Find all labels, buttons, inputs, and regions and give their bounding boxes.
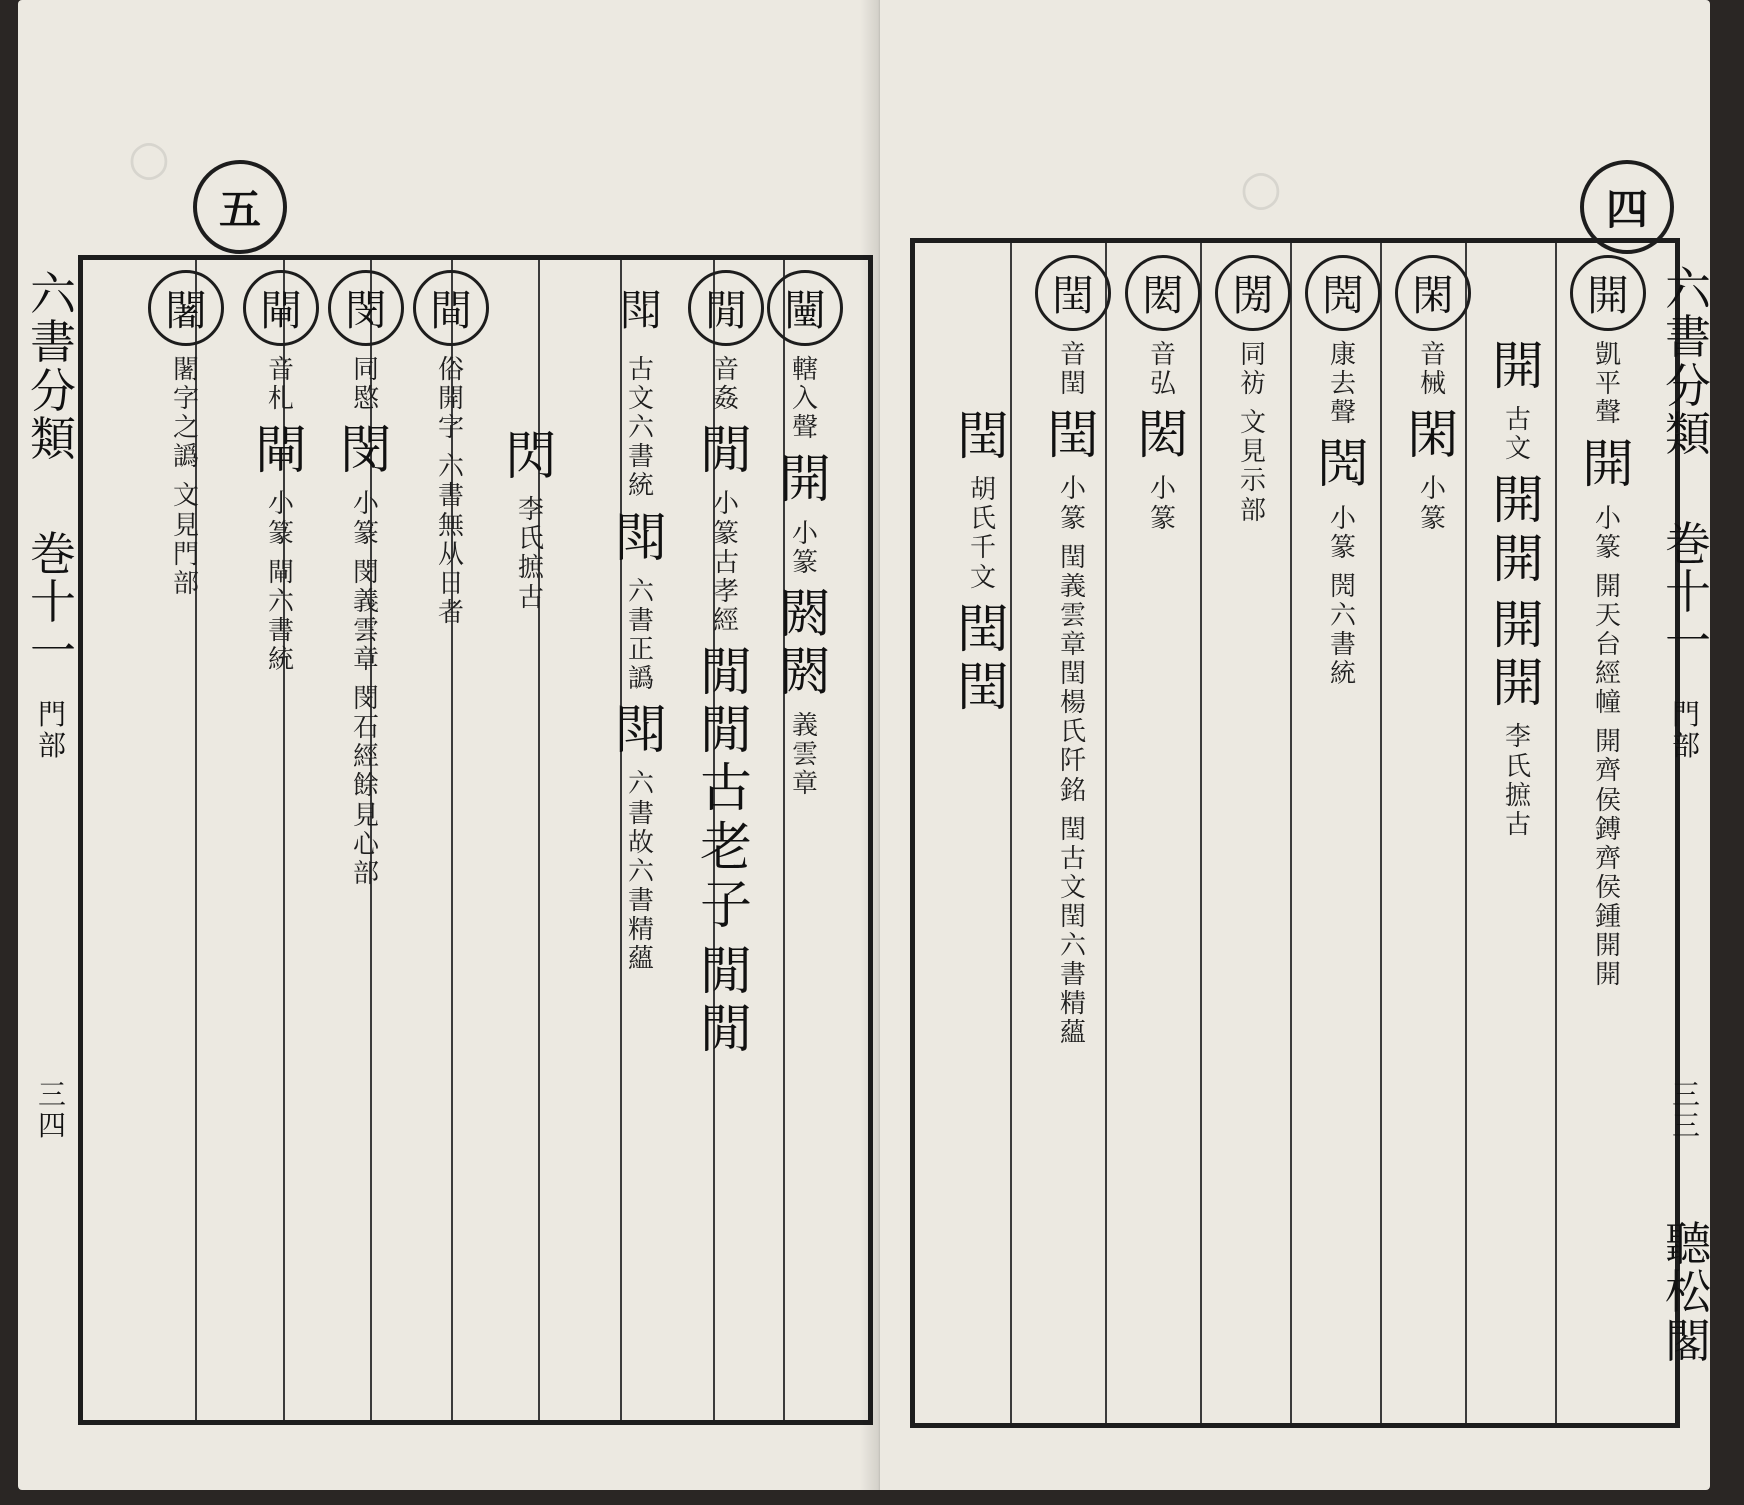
source-note: 胡氏千文 bbox=[969, 475, 996, 593]
entry-head-char: 閎 bbox=[1125, 255, 1201, 331]
margin-volume: 巻十一 bbox=[1665, 517, 1711, 668]
entry-head-char: 閔 bbox=[328, 270, 404, 346]
margin-publisher: 聽松閣 bbox=[1665, 1217, 1711, 1368]
seal-form: 開開 bbox=[1492, 595, 1545, 715]
source-note: 李氏摭古 bbox=[1504, 722, 1531, 840]
source-note: 閌 六書統 bbox=[1329, 571, 1356, 690]
source-note: 閔 義雲章 bbox=[352, 557, 379, 675]
source-note: 閏 古文 閏 六書精蘊 bbox=[1059, 814, 1086, 1049]
source-note: 李氏 摭古 bbox=[517, 495, 544, 613]
margin-title: 六書分類 bbox=[30, 267, 76, 466]
entry-column bbox=[683, 270, 769, 1060]
source-note: 六書正譌 bbox=[627, 576, 654, 695]
page-number: 五 bbox=[193, 160, 287, 254]
seal-form: 閏閏 bbox=[957, 599, 1010, 718]
source-note: 小篆 bbox=[1419, 474, 1446, 534]
seal-form: 閼閼 bbox=[779, 584, 832, 704]
entry-column bbox=[1030, 255, 1116, 1049]
source-note: 小篆 bbox=[791, 518, 818, 578]
page-number: 四 bbox=[1580, 160, 1674, 254]
source-note: 六書故 六書精蘊 bbox=[627, 769, 654, 975]
reading-note: 音械 bbox=[1419, 340, 1446, 400]
reading-note: 音閏 bbox=[1059, 340, 1086, 400]
reading-note: 音弘 bbox=[1149, 340, 1176, 400]
entry-head-char: 間 bbox=[413, 270, 489, 346]
seal-form: 閔 bbox=[340, 421, 393, 482]
bleed-through: ○ bbox=[1240, 160, 1282, 216]
source-note: 開 齊侯鎛 齊侯鍾 開開 bbox=[1594, 727, 1621, 991]
reading-note: 闍字之譌 bbox=[172, 355, 199, 473]
margin-title: 六書分類 bbox=[1665, 262, 1711, 461]
seal-form: 閒閒 bbox=[700, 942, 753, 1061]
entry-column bbox=[598, 270, 684, 974]
entry-column bbox=[408, 270, 494, 628]
entry-column bbox=[143, 270, 229, 599]
entry-column bbox=[762, 270, 848, 800]
entry-column bbox=[1565, 255, 1651, 990]
entry-column bbox=[238, 270, 324, 675]
seal-form: 開 bbox=[1492, 337, 1545, 397]
seal-form: 閑 bbox=[1407, 406, 1460, 467]
entry-column bbox=[1300, 255, 1386, 689]
source-note: 閏 義雲章 閏 楊氏阡銘 bbox=[1059, 542, 1086, 806]
margin-volume: 巻十一 bbox=[30, 527, 76, 678]
margin-folio: 三三 bbox=[1672, 1078, 1701, 1142]
reading-note: 音姦 bbox=[712, 355, 739, 415]
source-note: 閘 六書統 bbox=[267, 557, 294, 675]
entry-head-char: 閍 bbox=[1215, 255, 1291, 331]
right-page bbox=[880, 0, 1710, 1490]
entry-head-char: 闍 bbox=[148, 270, 224, 346]
source-note: 小篆 bbox=[1059, 474, 1086, 534]
margin-folio: 三四 bbox=[38, 1078, 67, 1142]
seal-form: 開 bbox=[1582, 435, 1635, 496]
commentary: 六書無从日者 bbox=[437, 452, 464, 628]
cross-reference: 文見示部 bbox=[1239, 408, 1266, 526]
seal-form: 閗 bbox=[615, 508, 668, 569]
reading-note: 音札 bbox=[267, 355, 294, 415]
seal-form: 開開 bbox=[1492, 471, 1545, 590]
margin-section: 門部 bbox=[38, 698, 67, 762]
seal-form: 閒 bbox=[700, 421, 753, 482]
source-note: 小篆 bbox=[352, 489, 379, 549]
entry-head-char: 閒 bbox=[688, 270, 764, 346]
entry-column bbox=[1475, 330, 1561, 840]
seal-form: 閏 bbox=[957, 407, 1010, 467]
margin-section: 門部 bbox=[1672, 698, 1701, 762]
reading-note: 同愍 bbox=[352, 355, 379, 415]
seal-form: 閏 bbox=[1047, 406, 1100, 467]
seal-form: 閘 bbox=[255, 421, 308, 482]
source-note: 小篆 bbox=[267, 489, 294, 549]
source-note: 閔 石經 餘見心部 bbox=[352, 684, 379, 889]
entry-head-char: 闉 bbox=[767, 270, 843, 346]
cross-reference: 文見門部 bbox=[172, 481, 199, 599]
reading-note: 俗開字 bbox=[437, 355, 464, 444]
bleed-through: ○ bbox=[128, 130, 170, 186]
reading-note: 康去聲 bbox=[1329, 340, 1356, 429]
source-note: 義雲章 bbox=[791, 711, 818, 800]
entry-head-char: 開 bbox=[1570, 255, 1646, 331]
seal-form: 開 bbox=[779, 450, 832, 511]
seal-form: 閗 bbox=[615, 701, 668, 762]
entry-head-char: 閑 bbox=[1395, 255, 1471, 331]
reading-note: 同祊 bbox=[1239, 340, 1266, 400]
seal-form: 閌 bbox=[1317, 435, 1370, 496]
source-note: 開 天台經幢 bbox=[1594, 571, 1621, 719]
reading-note: 凱平聲 bbox=[1594, 340, 1621, 429]
entry-head-char: 閏 bbox=[1035, 255, 1111, 331]
left-page bbox=[18, 0, 880, 1490]
entry-head-char: 閌 bbox=[1305, 255, 1381, 331]
entry-head-char: 閗 bbox=[619, 286, 662, 335]
entry-column bbox=[1210, 255, 1296, 526]
entry-column bbox=[323, 270, 409, 889]
seal-form: 閒閒 古老子 bbox=[700, 643, 753, 936]
source-note: 小篆 bbox=[1594, 503, 1621, 563]
entry-column bbox=[1390, 255, 1476, 534]
source-note: 古文 bbox=[1504, 405, 1531, 465]
source-note: 小篆 古孝經 bbox=[712, 489, 739, 636]
entry-column bbox=[940, 400, 1026, 717]
reading-note: 轄入聲 bbox=[791, 355, 818, 444]
entry-column bbox=[488, 420, 574, 613]
seal-form: 閃 bbox=[505, 427, 558, 487]
source-note: 小篆 bbox=[1149, 474, 1176, 534]
entry-head-char: 閘 bbox=[243, 270, 319, 346]
source-note: 古文 六書統 bbox=[627, 355, 654, 502]
seal-form: 閎 bbox=[1137, 406, 1190, 467]
entry-column bbox=[1120, 255, 1206, 534]
source-note: 小篆 bbox=[1329, 503, 1356, 563]
